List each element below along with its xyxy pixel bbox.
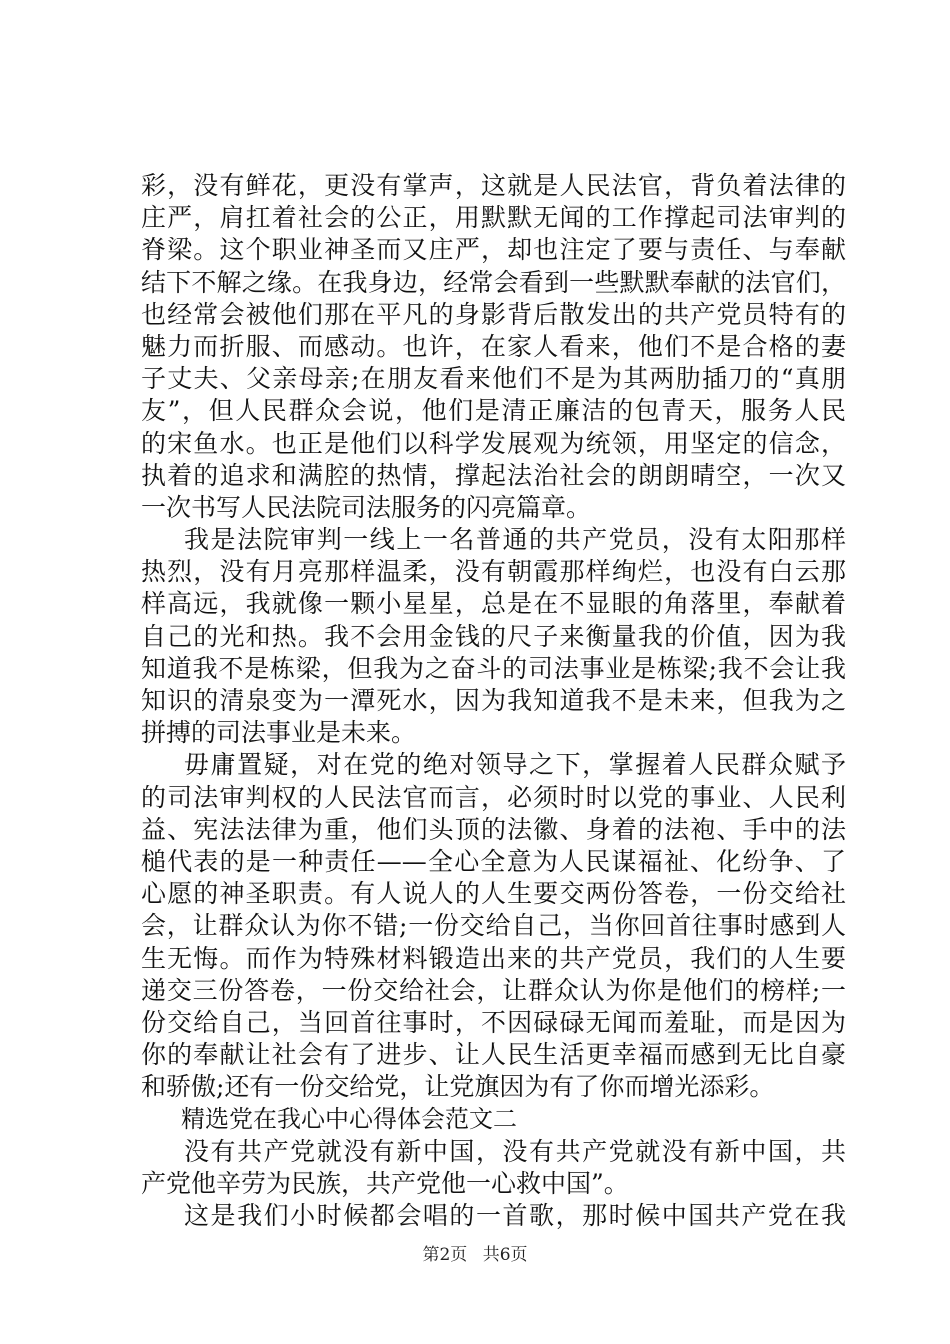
text-line: 槌代表的是一种责任——全心全意为人民谋福祉、化纷争、了 — [141, 846, 846, 876]
text-line: 益、宪法法律为重，他们头顶的法徽、身着的法袍、手中的法 — [141, 814, 846, 844]
text-line: 生无悔。而作为特殊材料锻造出来的共产党员，我们的人生要 — [141, 943, 846, 973]
text-line: 彩，没有鲜花，更没有掌声，这就是人民法官，背负着法律的 — [141, 171, 846, 200]
text-line: 结下不解之缘。在我身边，经常会看到一些默默奉献的法官们， — [141, 267, 846, 297]
text-line: 的宋鱼水。也正是他们以科学发展观为统领，用坚定的信念， — [141, 428, 846, 458]
page-total: 共6页 — [482, 1245, 528, 1265]
text-line: 热烈，没有月亮那样温柔，没有朝霞那样绚烂，也没有白云那 — [141, 557, 846, 587]
text-line: 友”，但人民群众会说，他们是清正廉洁的包青天，服务人民 — [141, 396, 846, 426]
text-line: 这是我们小时候都会唱的一首歌，那时候中国共产党在我 — [184, 1201, 846, 1230]
text-line: 庄严，肩扛着社会的公正，用默默无闻的工作撑起司法审判的 — [141, 203, 846, 233]
text-line: 也经常会被他们那在平凡的身影背后散发出的共产党员特有的 — [141, 299, 846, 329]
text-line: 样高远，我就像一颗小星星，总是在不显眼的角落里，奉献着 — [141, 589, 846, 619]
text-line: 自己的光和热。我不会用金钱的尺子来衡量我的价值，因为我 — [141, 621, 846, 651]
text-line: 产党他辛劳为民族，共产党他一心救中国”。 — [141, 1168, 629, 1198]
text-line: 份交给自己，当回首往事时，不因碌碌无闻而羞耻，而是因为 — [141, 1007, 846, 1037]
text-line: 脊梁。这个职业神圣而又庄严，却也注定了要与责任、与奉献 — [141, 235, 846, 265]
text-line: 没有共产党就没有新中国，没有共产党就没有新中国，共 — [184, 1136, 846, 1166]
text-line: 知识的清泉变为一潭死水，因为我知道我不是未来，但我为之 — [141, 686, 846, 715]
text-line: 魅力而折服、而感动。也许，在家人看来，他们不是合格的妻 — [141, 331, 846, 361]
text-line: 我是法院审判一线上一名普通的共产党员，没有太阳那样 — [184, 525, 846, 555]
text-line: 执着的追求和满腔的热情，撑起法治社会的朗朗晴空，一次又 — [141, 460, 846, 490]
text-line: 递交三份答卷，一份交给社会，让群众认为你是他们的榜样;一 — [141, 975, 846, 1005]
document-body — [141, 170, 846, 1232]
page-footer — [0, 1240, 950, 1265]
text-line: 毋庸置疑，对在党的绝对领导之下，掌握着人民群众赋予 — [184, 750, 846, 780]
text-line: 的司法审判权的人民法官而言，必须时时以党的事业、人民利 — [141, 782, 846, 812]
page-number: 第2页 — [422, 1245, 468, 1265]
text-line: 心愿的神圣职责。有人说人的人生要交两份答卷，一份交给社 — [141, 879, 846, 909]
text-line: 和骄傲;还有一份交给党，让党旗因为有了你而增光添彩。 — [141, 1072, 775, 1102]
text-line: 会，让群众认为你不错;一份交给自己，当你回首往事时感到人 — [141, 911, 846, 941]
text-line: 一次书写人民法院司法服务的闪亮篇章。 — [141, 492, 592, 522]
text-line: 你的奉献让社会有了进步、让人民生活更幸福而感到无比自豪 — [141, 1040, 846, 1070]
text-line: 知道我不是栋梁，但我为之奋斗的司法事业是栋梁;我不会让我 — [141, 653, 846, 683]
text-line: 拼搏的司法事业是未来。 — [141, 718, 417, 748]
section-heading: 精选党在我心中心得体会范文二 — [181, 1105, 517, 1134]
text-line: 子丈夫、父亲母亲;在朋友看来他们不是为其两肋插刀的“真朋 — [141, 364, 846, 394]
